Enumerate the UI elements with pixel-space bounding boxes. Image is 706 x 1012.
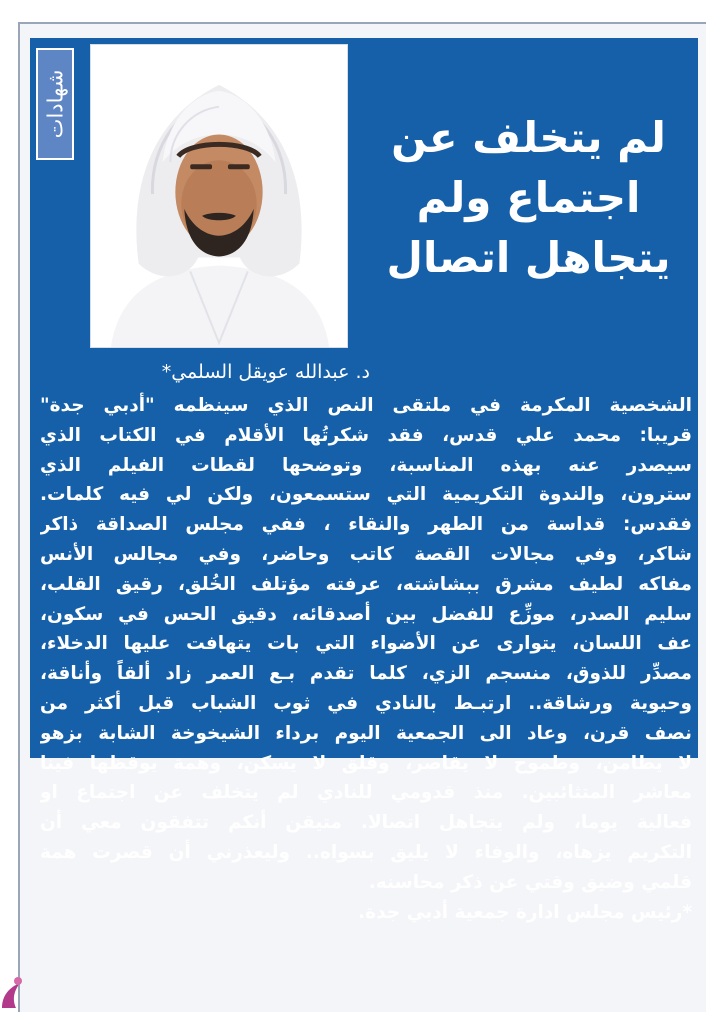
body-line: شاكر، وفي مجالات القصة كاتب وحاضر، وفي مجالس الأنس <box>40 543 692 565</box>
body-line: معاشر المتثائبين. منذ قدومي للنادي لم يتخلف عن اجتماع او <box>40 782 692 804</box>
magazine-logo-icon <box>0 975 24 1008</box>
body-line: التكريم يزهاه، والوفاء لا يليق بسواه.. وليعذرني أن قصرت همة <box>40 841 692 863</box>
article-headline <box>366 108 691 308</box>
section-tab <box>36 48 74 160</box>
body-line: سيصدر عنه بهذه المناسبة، وتوضحها لقطات الفيلم الذي <box>40 454 692 476</box>
body-line: مصدِّر للذوق، منسجم الزي، كلما تقدم بـع العمر زاد ألقاً وأناقة، <box>40 663 692 685</box>
body-line: سترون، والندوة التكريمية التي ستسمعون، ولكن لي فيه كلمات. <box>40 484 692 506</box>
body-line: الشخصية المكرمة في ملتقى النص الذي سينظمه "أدبي جدة" <box>40 395 692 416</box>
body-line: نصف قرن، وعاد الى الجمعية اليوم برداء الشيخوخة الشابة بزهو <box>40 722 692 744</box>
author-footnote: *رئيس مجلس ادارة جمعية أدبي جدة. <box>358 901 692 923</box>
body-line: لا يطامن، وطموح لا يقاصر، وقلق لا يسكن، وهمة يوقظها فينا <box>40 752 692 774</box>
body-line: سليم الصدر، موزِّع للفضل بين أصدقائه، دقيق الحس في سكون، <box>40 603 692 625</box>
author-name: د. عبدالله عويقل السلمي* <box>161 361 370 383</box>
section-label: شهادات <box>43 69 68 139</box>
article-body <box>40 391 692 927</box>
body-line: قلمي وضيق وقتي عن ذكر محاسنه. <box>368 871 692 893</box>
body-line: فقدس: قداسة من الطهر والنقاء ، ففي مجلس الصداقة ذاكر <box>40 514 692 536</box>
body-line: فعالية يوما، ولم يتجاهل اتصالا. متيقن أنكم تتفقون معي أن <box>40 812 692 834</box>
body-line: وحيوية ورشاقة.. ارتبـط بالنادي في ثوب الشباب قبل أكثر من <box>40 692 692 714</box>
body-line: عف اللسان، يتوارى عن الأضواء التي بات يتهافت عليها الدخلاء، <box>40 633 692 655</box>
portrait-image <box>91 45 347 347</box>
headline-line: لم يتخلف عن <box>391 113 666 162</box>
headline-line: يتجاهل اتصال <box>386 233 671 282</box>
body-line: مفاكه لطيف مشرق ببشاشته، عرفته مؤتلف الخُلق، رقيق القلب، <box>40 573 692 595</box>
headline-line: اجتماع ولم <box>416 173 641 222</box>
body-line: قريبا: محمد علي قدس، فقد شكرتُها الأقلام في الكتاب الذي <box>40 424 692 446</box>
author-portrait <box>90 44 348 348</box>
